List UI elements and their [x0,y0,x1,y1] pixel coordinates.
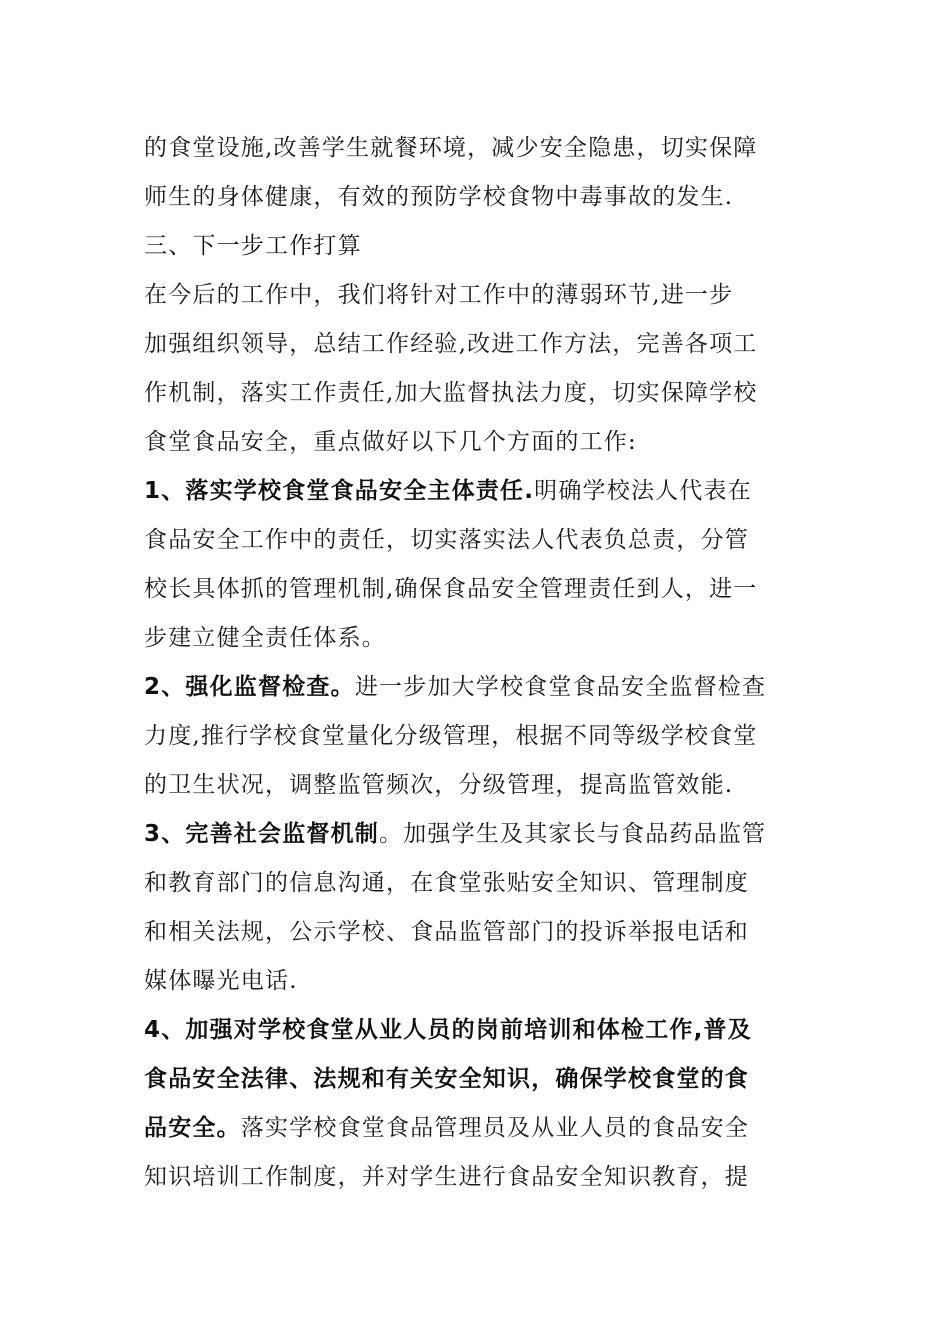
text-run: 食堂食品安全，重点做好以下几个方面的工作: [144,429,637,455]
paragraph-line [144,859,812,908]
section-heading-text: 三、下一步工作打算 [144,233,362,259]
text-run: 知识培训工作制度，并对学生进行食品安全知识教育，提 [144,1164,749,1190]
section-heading [144,222,812,271]
paragraph-line [144,1104,812,1153]
text-run: 落实学校食堂食品管理员及从业人员的食品安全 [240,1115,750,1141]
text-run: 校长具体抓的管理机制,确保食品安全管理责任到人，进一 [144,576,758,602]
text-run: 加强组织领导，总结工作经验,改进工作方法，完善各项工 [144,331,758,357]
text-run: 力度,推行学校食堂量化分级管理，根据不同等级学校食堂 [144,723,758,749]
paragraph-line [144,369,812,418]
paragraph-line [144,1153,812,1202]
text-run: 师生的身体健康，有效的预防学校食物中毒事故的发生. [144,184,734,210]
item-heading: 2、强化监督检查。 [144,674,355,700]
paragraph-line [144,663,812,712]
item-heading: 4、加强对学校食堂从业人员的岗前培训和体检工作,普及 [144,1017,752,1043]
paragraph-line [144,810,812,859]
text-run: 在今后的工作中，我们将针对工作中的薄弱环节,进一步 [144,282,734,308]
paragraph-line [144,467,812,516]
text-run: 。加强学生及其家长与食品药品监管 [379,821,767,847]
text-run: 媒体曝光电话. [144,968,298,994]
paragraph-line [144,320,812,369]
item-heading-line [144,1006,812,1055]
document-body [144,124,812,1202]
paragraph-line [144,957,812,1006]
item-heading: 3、完善社会监督机制 [144,821,380,847]
paragraph-line [144,271,812,320]
paragraph-line [144,418,812,467]
paragraph-line [144,712,812,761]
paragraph-line [144,173,812,222]
text-run: 明确学校法人代表在 [534,478,752,504]
paragraph-line [144,761,812,810]
text-run: 步建立健全责任体系。 [144,625,386,651]
item-heading-line [144,1055,812,1104]
paragraph-line [144,516,812,565]
item-heading: 品安全。 [144,1115,241,1141]
text-run: 食品安全工作中的责任，切实落实法人代表负总责，分管 [144,527,749,553]
text-run: 进一步加大学校食堂食品安全监督检查 [354,674,767,700]
item-heading: 食品安全法律、法规和有关安全知识，确保学校食堂的食 [144,1066,749,1092]
paragraph-line [144,908,812,957]
text-run: 和相关法规，公示学校、食品监管部门的投诉举报电话和 [144,919,749,945]
paragraph-line [144,614,812,663]
text-run: 的食堂设施,改善学生就餐环境，减少安全隐患，切实保障 [144,135,758,161]
text-run: 的卫生状况，调整监管频次，分级管理，提高监管效能. [144,772,734,798]
paragraph-line [144,124,812,173]
item-heading: 1、落实学校食堂食品安全主体责任. [144,478,535,504]
text-run: 和教育部门的信息沟通，在食堂张贴安全知识、管理制度 [144,870,749,896]
text-run: 作机制，落实工作责任,加大监督执法力度，切实保障学校 [144,380,758,406]
paragraph-line [144,565,812,614]
